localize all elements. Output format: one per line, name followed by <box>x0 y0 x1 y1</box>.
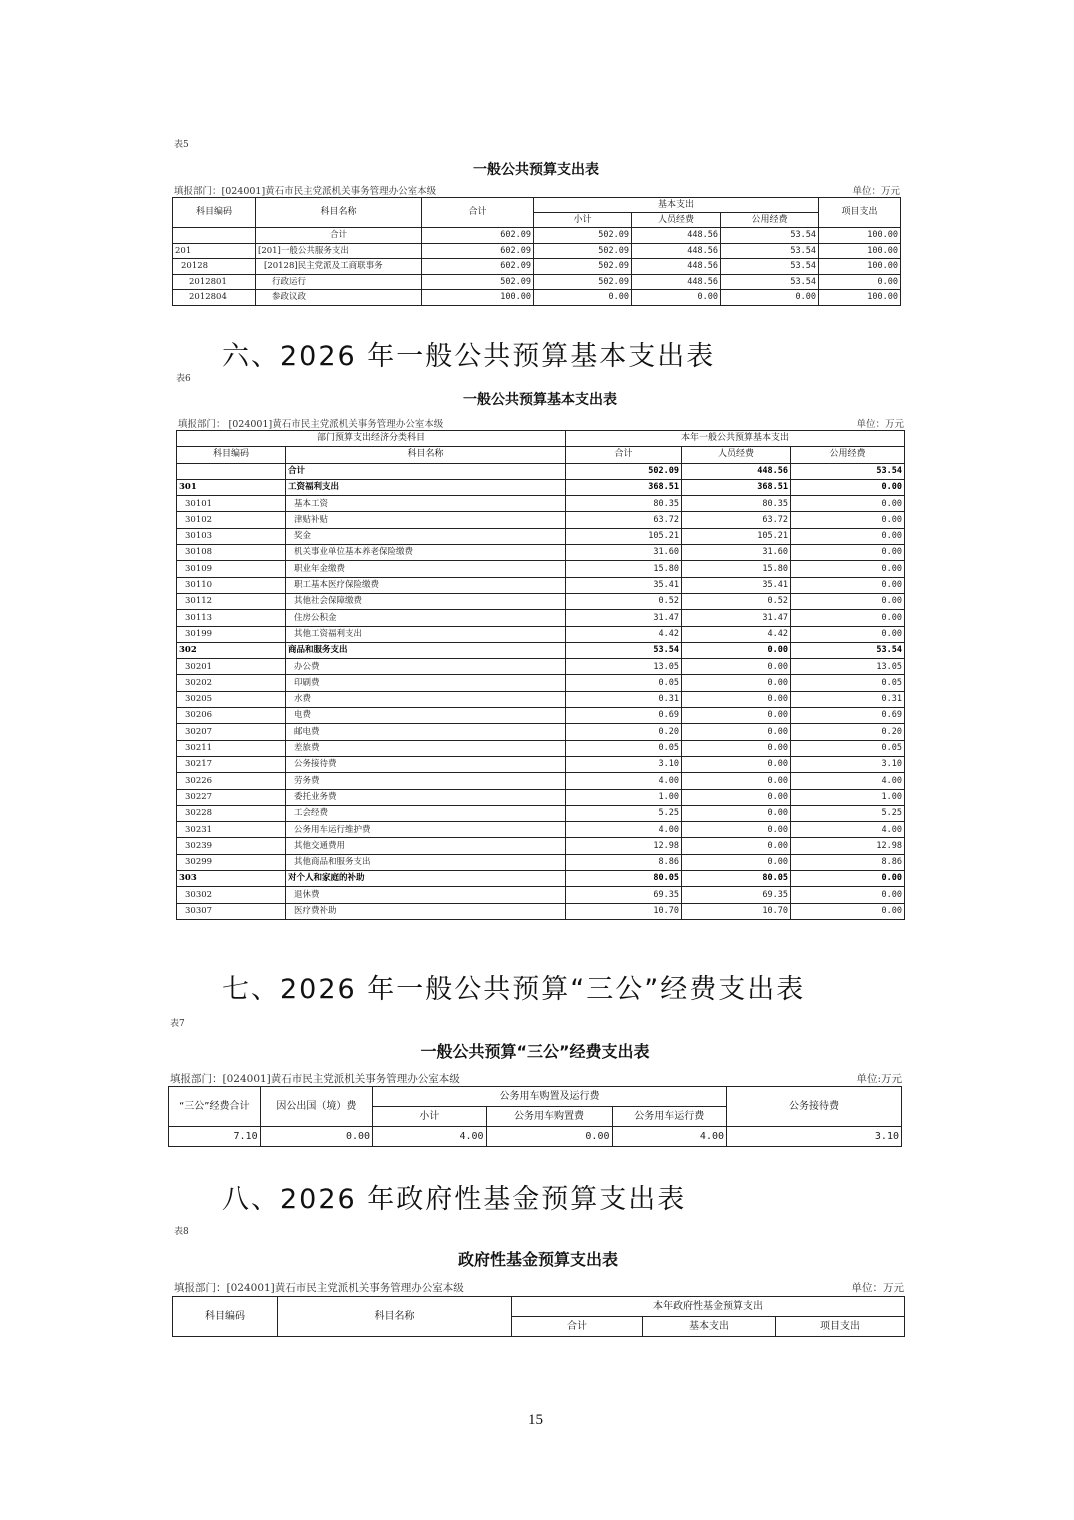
cell-code: 30206 <box>177 708 286 724</box>
cell-name: 委托业务费 <box>286 789 566 805</box>
t8-header-project: 项目支出 <box>776 1317 905 1337</box>
cell-name: 其他商品和服务支出 <box>286 854 566 870</box>
table7-label: 表7 <box>170 1019 185 1029</box>
cell-code: 2012801 <box>173 274 256 290</box>
cell-personnel: 0.00 <box>682 756 791 772</box>
cell-total: 80.35 <box>566 496 682 512</box>
cell-total: 0.69 <box>566 708 682 724</box>
cell-public: 0.00 <box>791 528 905 544</box>
t7-header-abroad: 因公出国（境）费 <box>260 1087 372 1127</box>
cell-name: 邮电费 <box>286 724 566 740</box>
cell-personnel: 0.00 <box>682 773 791 789</box>
table-row <box>177 675 905 691</box>
cell-code: 30217 <box>177 756 286 772</box>
cell-personnel: 0.00 <box>682 675 791 691</box>
cell-code <box>177 463 286 479</box>
cell-code: 302 <box>177 642 286 658</box>
cell-name: 基本工资 <box>286 496 566 512</box>
cell-public: 4.00 <box>791 822 905 838</box>
cell-total: 0.20 <box>566 724 682 740</box>
table-row <box>177 626 905 642</box>
cell-personnel: 10.70 <box>682 903 791 919</box>
cell-project: 100.00 <box>819 228 901 244</box>
cell-public: 0.00 <box>791 903 905 919</box>
table-row <box>177 659 905 675</box>
t7-header-vehicle: 公务用车购置及运行费 <box>373 1087 727 1107</box>
cell-personnel: 0.00 <box>682 822 791 838</box>
table-row <box>177 789 905 805</box>
cell-public: 4.00 <box>791 773 905 789</box>
t6-header-public: 公用经费 <box>791 447 905 463</box>
cell-total: 1.00 <box>566 789 682 805</box>
cell-name: 行政运行 <box>256 274 422 290</box>
table-row <box>177 708 905 724</box>
table-row <box>169 1127 902 1147</box>
table-row <box>177 561 905 577</box>
cell-public: 0.69 <box>791 708 905 724</box>
cell-personnel: 80.05 <box>682 871 791 887</box>
t8-header-code: 科目编码 <box>173 1297 278 1337</box>
table-row <box>177 854 905 870</box>
table-row <box>177 512 905 528</box>
cell-code <box>173 228 256 244</box>
t7-cell-total: 7.10 <box>169 1127 261 1147</box>
cell-personnel: 448.56 <box>632 228 721 244</box>
cell-total: 31.60 <box>566 545 682 561</box>
t5-header-total: 合计 <box>422 198 534 228</box>
cell-name: 住房公积金 <box>286 610 566 626</box>
cell-name: 商品和服务支出 <box>286 642 566 658</box>
t8-header-total: 合计 <box>512 1317 643 1337</box>
cell-code: 30113 <box>177 610 286 626</box>
page-number: 15 <box>528 1412 543 1428</box>
cell-personnel: 15.80 <box>682 561 791 577</box>
cell-name: 参政议政 <box>256 290 422 306</box>
cell-code: 301 <box>177 479 286 495</box>
table-row <box>173 259 901 275</box>
t6-header-personnel: 人员经费 <box>682 447 791 463</box>
table8-title: 政府性基金预算支出表 <box>457 1250 618 1269</box>
cell-code: 30103 <box>177 528 286 544</box>
table-row <box>177 610 905 626</box>
cell-personnel: 0.00 <box>682 740 791 756</box>
t7-cell-purchase: 0.00 <box>486 1127 612 1147</box>
cell-personnel: 0.00 <box>682 708 791 724</box>
cell-public: 53.54 <box>791 642 905 658</box>
cell-name: 水费 <box>286 691 566 707</box>
t6-header-name: 科目名称 <box>286 447 566 463</box>
cell-name: 差旅费 <box>286 740 566 756</box>
cell-personnel: 448.56 <box>632 243 721 259</box>
table-row <box>177 871 905 887</box>
table8-unit: 单位：万元 <box>851 1282 904 1294</box>
cell-personnel: 0.00 <box>682 724 791 740</box>
cell-total: 3.10 <box>566 756 682 772</box>
cell-name: 津贴补贴 <box>286 512 566 528</box>
cell-code: 303 <box>177 871 286 887</box>
cell-code: 2012804 <box>173 290 256 306</box>
cell-name: 奖金 <box>286 528 566 544</box>
cell-public: 53.54 <box>721 274 819 290</box>
cell-name: 退休费 <box>286 887 566 903</box>
table5-unit: 单位：万元 <box>852 186 900 197</box>
cell-code: 30207 <box>177 724 286 740</box>
table-row <box>177 838 905 854</box>
cell-total: 12.98 <box>566 838 682 854</box>
cell-public: 13.05 <box>791 659 905 675</box>
cell-code: 30109 <box>177 561 286 577</box>
cell-personnel: 105.21 <box>682 528 791 544</box>
cell-subtotal: 502.09 <box>534 274 632 290</box>
cell-total: 13.05 <box>566 659 682 675</box>
cell-name: 其他社会保障缴费 <box>286 593 566 609</box>
cell-name: 公务用车运行维护费 <box>286 822 566 838</box>
cell-public: 0.00 <box>791 593 905 609</box>
cell-code: 30108 <box>177 545 286 561</box>
cell-public: 0.20 <box>791 724 905 740</box>
cell-total: 10.70 <box>566 903 682 919</box>
table7-title: 一般公共预算“三公”经费支出表 <box>420 1042 650 1061</box>
cell-project: 100.00 <box>819 259 901 275</box>
cell-total: 4.42 <box>566 626 682 642</box>
table-row <box>177 463 905 479</box>
t8-header-name: 科目名称 <box>278 1297 512 1337</box>
table6 <box>176 430 905 920</box>
cell-personnel: 0.00 <box>682 838 791 854</box>
table5 <box>172 197 901 306</box>
cell-total: 100.00 <box>422 290 534 306</box>
cell-public: 0.00 <box>791 545 905 561</box>
cell-code: 30302 <box>177 887 286 903</box>
cell-name: 医疗费补助 <box>286 903 566 919</box>
cell-name: 职业年金缴费 <box>286 561 566 577</box>
table-row <box>177 577 905 593</box>
t6-header-total: 合计 <box>566 447 682 463</box>
cell-name: [20128]民主党派及工商联事务 <box>256 259 422 275</box>
cell-total: 53.54 <box>566 642 682 658</box>
cell-public: 1.00 <box>791 789 905 805</box>
table-row <box>173 290 901 306</box>
cell-code: 30227 <box>177 789 286 805</box>
cell-code: 30201 <box>177 659 286 675</box>
t5-header-personnel: 人员经费 <box>632 213 721 228</box>
cell-personnel: 0.52 <box>682 593 791 609</box>
cell-public: 0.00 <box>721 290 819 306</box>
cell-total: 0.31 <box>566 691 682 707</box>
cell-public: 8.86 <box>791 854 905 870</box>
cell-name: 工资福利支出 <box>286 479 566 495</box>
cell-total: 4.00 <box>566 822 682 838</box>
cell-name: 劳务费 <box>286 773 566 789</box>
cell-personnel: 368.51 <box>682 479 791 495</box>
cell-total: 0.52 <box>566 593 682 609</box>
cell-total: 502.09 <box>566 463 682 479</box>
cell-total: 602.09 <box>422 243 534 259</box>
cell-personnel: 63.72 <box>682 512 791 528</box>
cell-personnel: 69.35 <box>682 887 791 903</box>
cell-total: 602.09 <box>422 228 534 244</box>
cell-total: 35.41 <box>566 577 682 593</box>
table-row <box>177 805 905 821</box>
cell-personnel: 31.60 <box>682 545 791 561</box>
cell-code: 30112 <box>177 593 286 609</box>
cell-public: 0.00 <box>791 871 905 887</box>
cell-public: 0.00 <box>791 626 905 642</box>
table-row <box>177 528 905 544</box>
cell-public: 12.98 <box>791 838 905 854</box>
cell-name: 对个人和家庭的补助 <box>286 871 566 887</box>
t5-header-project: 项目支出 <box>819 198 901 228</box>
table8 <box>172 1296 905 1337</box>
table-row <box>177 691 905 707</box>
cell-name: 印刷费 <box>286 675 566 691</box>
cell-public: 0.00 <box>791 512 905 528</box>
cell-public: 0.31 <box>791 691 905 707</box>
t8-header-group: 本年政府性基金预算支出 <box>512 1297 905 1317</box>
table-row <box>177 593 905 609</box>
table8-label: 表8 <box>174 1227 189 1237</box>
cell-total: 0.05 <box>566 675 682 691</box>
cell-subtotal: 0.00 <box>534 290 632 306</box>
cell-total: 80.05 <box>566 871 682 887</box>
cell-name: 办公费 <box>286 659 566 675</box>
t6-header-code: 科目编码 <box>177 447 286 463</box>
cell-total: 63.72 <box>566 512 682 528</box>
t5-header-code: 科目编码 <box>173 198 256 228</box>
cell-total: 0.05 <box>566 740 682 756</box>
table-row <box>177 756 905 772</box>
cell-personnel: 35.41 <box>682 577 791 593</box>
cell-personnel: 4.42 <box>682 626 791 642</box>
cell-code: 30228 <box>177 805 286 821</box>
table7-unit: 单位:万元 <box>856 1073 902 1085</box>
cell-personnel: 0.00 <box>632 290 721 306</box>
cell-public: 0.00 <box>791 479 905 495</box>
cell-personnel: 448.56 <box>632 274 721 290</box>
cell-code: 30199 <box>177 626 286 642</box>
t7-header-total: “三公”经费合计 <box>169 1087 261 1127</box>
cell-name: 其他工资福利支出 <box>286 626 566 642</box>
cell-personnel: 448.56 <box>632 259 721 275</box>
table7-dept: 填报部门：[024001]黄石市民主党派机关事务管理办公室本级 <box>170 1073 460 1085</box>
cell-project: 100.00 <box>819 243 901 259</box>
cell-personnel: 0.00 <box>682 854 791 870</box>
cell-total: 15.80 <box>566 561 682 577</box>
table-row <box>177 903 905 919</box>
table7 <box>168 1086 902 1147</box>
table8-dept: 填报部门：[024001]黄石市民主党派机关事务管理办公室本级 <box>174 1282 464 1294</box>
cell-total: 69.35 <box>566 887 682 903</box>
table-row <box>177 642 905 658</box>
table-row <box>173 274 901 290</box>
cell-total: 602.09 <box>422 259 534 275</box>
cell-name: 合计 <box>256 228 422 244</box>
table6-dept: 填报部门： [024001]黄石市民主党派机关事务管理办公室本级 <box>178 419 444 430</box>
table6-unit: 单位：万元 <box>856 419 904 430</box>
cell-code: 30102 <box>177 512 286 528</box>
section8-heading: 八、2026 年政府性基金预算支出表 <box>222 1184 687 1215</box>
cell-personnel: 80.35 <box>682 496 791 512</box>
t7-cell-reception: 3.10 <box>727 1127 902 1147</box>
cell-code: 30231 <box>177 822 286 838</box>
table-row <box>173 243 901 259</box>
cell-code: 30299 <box>177 854 286 870</box>
cell-public: 5.25 <box>791 805 905 821</box>
cell-name: 机关事业单位基本养老保险缴费 <box>286 545 566 561</box>
table-row <box>173 228 901 244</box>
section6-heading: 六、2026 年一般公共预算基本支出表 <box>222 341 716 372</box>
cell-public: 53.54 <box>791 463 905 479</box>
table-row <box>177 740 905 756</box>
cell-name: 合计 <box>286 463 566 479</box>
t7-header-reception: 公务接待费 <box>727 1087 902 1127</box>
cell-public: 53.54 <box>721 228 819 244</box>
cell-project: 100.00 <box>819 290 901 306</box>
t7-header-operation: 公务用车运行费 <box>612 1107 727 1127</box>
cell-total: 502.09 <box>422 274 534 290</box>
cell-code: 30205 <box>177 691 286 707</box>
cell-subtotal: 502.09 <box>534 243 632 259</box>
t8-header-basic: 基本支出 <box>643 1317 776 1337</box>
cell-personnel: 0.00 <box>682 642 791 658</box>
cell-code: 30110 <box>177 577 286 593</box>
t7-cell-abroad: 0.00 <box>260 1127 372 1147</box>
cell-code: 30226 <box>177 773 286 789</box>
t6-header-group-right: 本年一般公共预算基本支出 <box>566 431 905 447</box>
cell-total: 5.25 <box>566 805 682 821</box>
table-row <box>177 545 905 561</box>
cell-public: 53.54 <box>721 259 819 275</box>
cell-public: 0.00 <box>791 561 905 577</box>
cell-name: 其他交通费用 <box>286 838 566 854</box>
table5-label: 表5 <box>174 140 189 150</box>
cell-code: 20128 <box>173 259 256 275</box>
cell-code: 30239 <box>177 838 286 854</box>
cell-total: 105.21 <box>566 528 682 544</box>
table-row <box>177 724 905 740</box>
t5-header-basic: 基本支出 <box>534 198 819 213</box>
cell-subtotal: 502.09 <box>534 228 632 244</box>
cell-code: 30211 <box>177 740 286 756</box>
cell-public: 0.00 <box>791 610 905 626</box>
cell-name: 电费 <box>286 708 566 724</box>
table5-title: 一般公共预算支出表 <box>473 162 599 178</box>
t7-header-subtotal: 小计 <box>373 1107 486 1127</box>
t7-cell-operation: 4.00 <box>612 1127 727 1147</box>
cell-total: 368.51 <box>566 479 682 495</box>
cell-total: 4.00 <box>566 773 682 789</box>
cell-personnel: 0.00 <box>682 789 791 805</box>
t5-header-name: 科目名称 <box>256 198 422 228</box>
table5-dept: 填报部门：[024001]黄石市民主党派机关事务管理办公室本级 <box>174 186 437 197</box>
cell-project: 0.00 <box>819 274 901 290</box>
cell-public: 0.00 <box>791 496 905 512</box>
cell-code: 30202 <box>177 675 286 691</box>
t5-header-public: 公用经费 <box>721 213 819 228</box>
table-row <box>177 822 905 838</box>
section7-heading: 七、2026 年一般公共预算“三公”经费支出表 <box>222 974 806 1005</box>
cell-name: 职工基本医疗保险缴费 <box>286 577 566 593</box>
cell-public: 0.00 <box>791 887 905 903</box>
t5-header-subtotal: 小计 <box>534 213 632 228</box>
cell-personnel: 0.00 <box>682 691 791 707</box>
cell-code: 30307 <box>177 903 286 919</box>
cell-name: 工会经费 <box>286 805 566 821</box>
cell-total: 31.47 <box>566 610 682 626</box>
table-row <box>177 479 905 495</box>
t6-header-group-left: 部门预算支出经济分类科目 <box>177 431 566 447</box>
table-row <box>177 496 905 512</box>
cell-personnel: 0.00 <box>682 659 791 675</box>
cell-code: 201 <box>173 243 256 259</box>
cell-personnel: 0.00 <box>682 805 791 821</box>
cell-name: [201]一般公共服务支出 <box>256 243 422 259</box>
table-row <box>177 887 905 903</box>
cell-public: 0.05 <box>791 740 905 756</box>
table6-label: 表6 <box>176 374 191 384</box>
table-row <box>177 773 905 789</box>
cell-public: 3.10 <box>791 756 905 772</box>
cell-public: 0.05 <box>791 675 905 691</box>
cell-code: 30101 <box>177 496 286 512</box>
cell-total: 8.86 <box>566 854 682 870</box>
cell-public: 53.54 <box>721 243 819 259</box>
cell-subtotal: 502.09 <box>534 259 632 275</box>
table6-title: 一般公共预算基本支出表 <box>463 392 617 408</box>
t7-cell-subtotal: 4.00 <box>373 1127 486 1147</box>
cell-name: 公务接待费 <box>286 756 566 772</box>
cell-personnel: 31.47 <box>682 610 791 626</box>
t7-header-purchase: 公务用车购置费 <box>486 1107 612 1127</box>
cell-personnel: 448.56 <box>682 463 791 479</box>
cell-public: 0.00 <box>791 577 905 593</box>
